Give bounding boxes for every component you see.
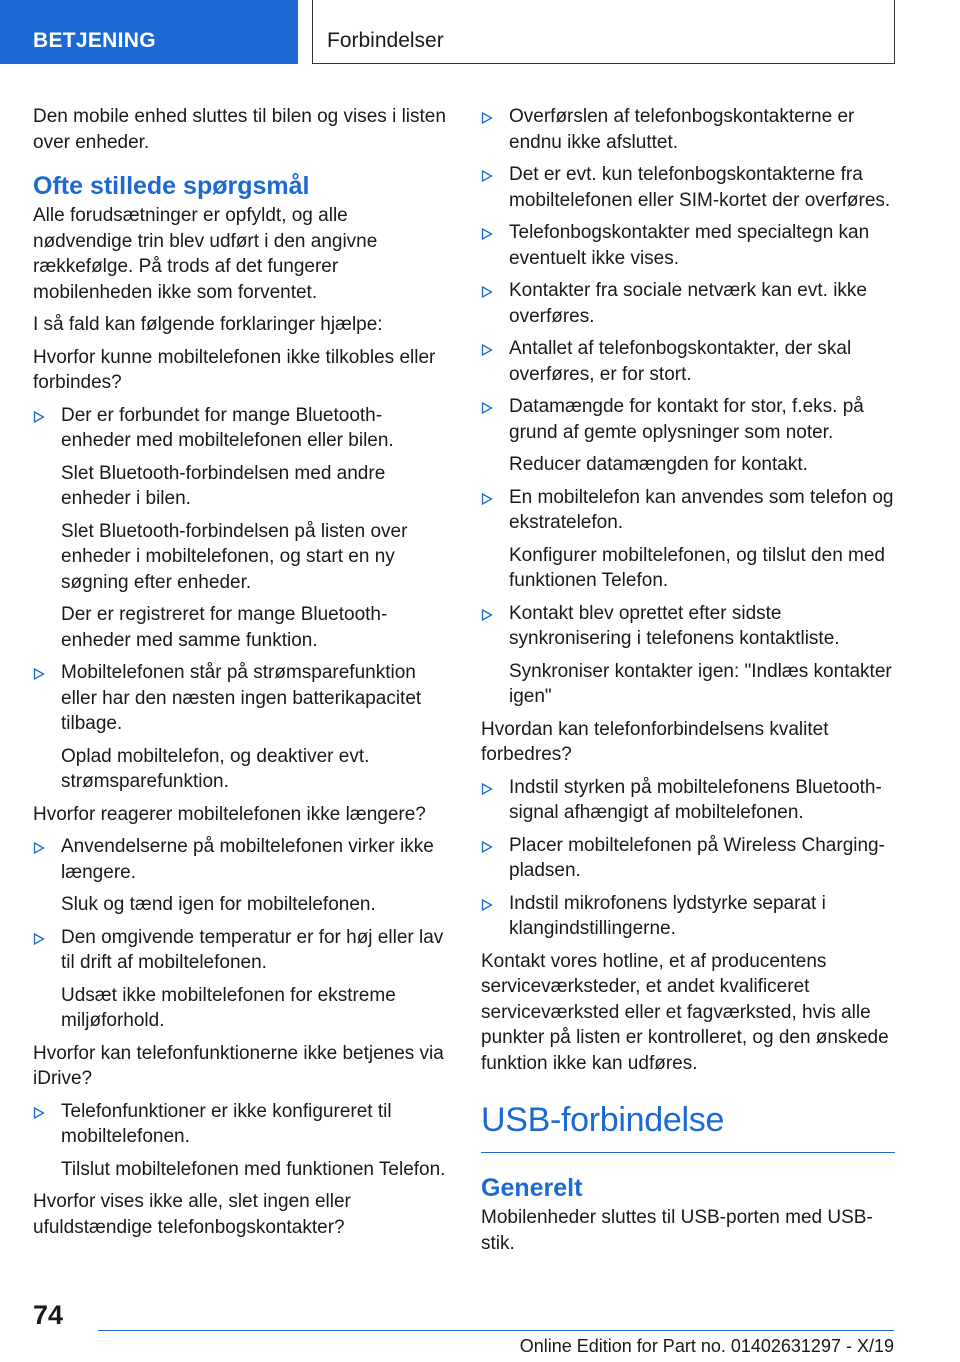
list-item-text: Der er forbundet for mange Bluetooth-enheder med mobiltelefonen eller bilen.	[61, 404, 394, 451]
list-item-text: Antallet af telefonbogskontakter, der skal overføres, er for stort.	[509, 338, 852, 385]
list-item-text: Anvendelserne på mobiltelefonen virker ikke længere.	[61, 836, 434, 883]
list-item-text: Kontakter fra sociale netværk kan evt. ikke overføres.	[509, 280, 867, 327]
list-item-text: Telefonbogskontakter med specialtegn kan eventuelt ikke vises.	[509, 222, 870, 269]
list-item-text: Indstil styrken på mobiltelefonens Bluetooth-signal afhængigt af mobiltelefonen.	[509, 776, 882, 823]
footer-divider	[98, 1330, 894, 1331]
answer-list	[481, 104, 895, 710]
list-item-subtext: Oplad mobiltelefon, og deaktiver evt. strømsparefunktion.	[61, 745, 370, 792]
general-heading: Generelt	[481, 1174, 583, 1202]
answer-list	[481, 775, 895, 942]
footer-edition: Online Edition for Part no. 01402631297 - X/19	[519, 1336, 894, 1356]
list-item	[481, 833, 895, 884]
list-item	[481, 104, 895, 155]
answer-list	[33, 1099, 449, 1183]
right-column	[481, 104, 895, 1263]
list-item-text: Datamængde for kontakt for stor, f.eks. på grund af gemte oplysninger som noter.	[509, 396, 864, 443]
list-item-text: Placer mobiltelefonen på Wireless Charging-pladsen.	[509, 834, 885, 881]
list-item-subtext: Slet Bluetooth-forbindelsen med andre enheder i bilen.	[61, 462, 386, 509]
section-tab: BETJENING	[0, 0, 298, 64]
list-item-text: Det er evt. kun telefonbogskontakterne fra mobiltelefonen eller SIM-kortet der overføres.	[509, 164, 891, 211]
list-item-subtext: Reducer datamængden for kontakt.	[509, 454, 808, 475]
list-item-subtext: Udsæt ikke mobiltelefonen for ekstreme miljøforhold.	[61, 984, 396, 1031]
list-item-text: Telefonfunktioner er ikke konfigureret til mobiltelefonen.	[61, 1100, 392, 1147]
list-item-subtext: Sluk og tænd igen for mobiltelefonen.	[61, 894, 376, 915]
list-item-text: Indstil mikrofonens lydstyrke separat i klangindstillingerne.	[509, 892, 826, 939]
list-item	[33, 660, 449, 795]
explanations-intro: I så fald kan følgende forklaringer hjælpe:	[33, 314, 383, 335]
list-item-subtext: Slet Bluetooth-forbindelsen på listen over enheder i mobiltelefonen, og start en ny søgning efter enheder.	[61, 520, 408, 593]
list-item-subtext: Tilslut mobiltelefonen med funktionen Telefon.	[61, 1158, 446, 1180]
question-text: Hvorfor kunne mobiltelefonen ikke tilkobles eller forbindes?	[33, 346, 436, 393]
list-item	[481, 394, 895, 478]
list-item	[33, 834, 449, 918]
left-column	[33, 104, 449, 1247]
faq-heading: Ofte stillede spørgsmål	[33, 172, 310, 200]
list-item-text: En mobiltelefon kan anvendes som telefon og ekstratelefon.	[509, 486, 894, 533]
answer-list	[33, 403, 449, 795]
faq-intro: Alle forudsætninger er opfyldt, og alle nødvendige trin blev udført i den angivne rækkefølge. På trods af det fungerer mobilenheden ikke som forventet.	[33, 205, 378, 303]
list-item	[481, 601, 895, 710]
topic-header: Forbindelser	[312, 0, 895, 64]
hotline-paragraph: Kontakt vores hotline, et af producentens serviceværksteder, et andet kvalificeret serviceværksted eller et fagværksted, hvis alle punkter på listen er kontrolleret, og den ønskede funktion ikke kan udføres.	[481, 950, 889, 1074]
list-item	[33, 403, 449, 654]
list-item	[481, 278, 895, 329]
list-item-text: Mobiltelefonen står på strømsparefunktion eller har den næsten ingen batterikapacitet tilbage.	[61, 662, 422, 734]
list-item-text: Overførslen af telefonbogskontakterne er endnu ikke afsluttet.	[509, 106, 855, 153]
answer-list	[33, 834, 449, 1034]
page-number: 74	[33, 1300, 64, 1330]
list-item-subtext: Der er registreret for mange Bluetooth-enheder med samme funktion.	[61, 604, 388, 651]
list-item	[481, 336, 895, 387]
list-item-subtext: Konfigurer mobiltelefonen, og tilslut den med funktionen Telefon.	[509, 544, 886, 591]
list-item-subtext: Synkroniser kontakter igen: "Indlæs kontakter igen"	[509, 660, 892, 707]
question-text: Hvorfor reagerer mobiltelefonen ikke længere?	[33, 803, 426, 825]
intro-paragraph: Den mobile enhed sluttes til bilen og vises i listen over enheder.	[33, 106, 446, 153]
usb-heading: USB-forbindelse	[481, 1100, 895, 1153]
question-text: Hvorfor vises ikke alle, slet ingen eller ufuldstændige telefonbogskontakter?	[33, 1191, 351, 1238]
list-item	[481, 775, 895, 826]
list-item-text: Den omgivende temperatur er for høj eller lav til drift af mobiltelefonen.	[61, 926, 444, 973]
list-item-text: Kontakt blev oprettet efter sidste synkronisering i telefonens kontaktliste.	[509, 602, 840, 649]
list-item	[481, 162, 895, 213]
list-item	[33, 1099, 449, 1183]
general-paragraph: Mobilenheder sluttes til USB-porten med USB-stik.	[481, 1207, 873, 1254]
question-text: Hvordan kan telefonforbindelsens kvalitet forbedres?	[481, 718, 829, 765]
list-item	[481, 891, 895, 942]
list-item	[481, 485, 895, 594]
question-text: Hvorfor kan telefonfunktionerne ikke betjenes via iDrive?	[33, 1042, 444, 1089]
list-item	[33, 925, 449, 1034]
list-item	[481, 220, 895, 271]
